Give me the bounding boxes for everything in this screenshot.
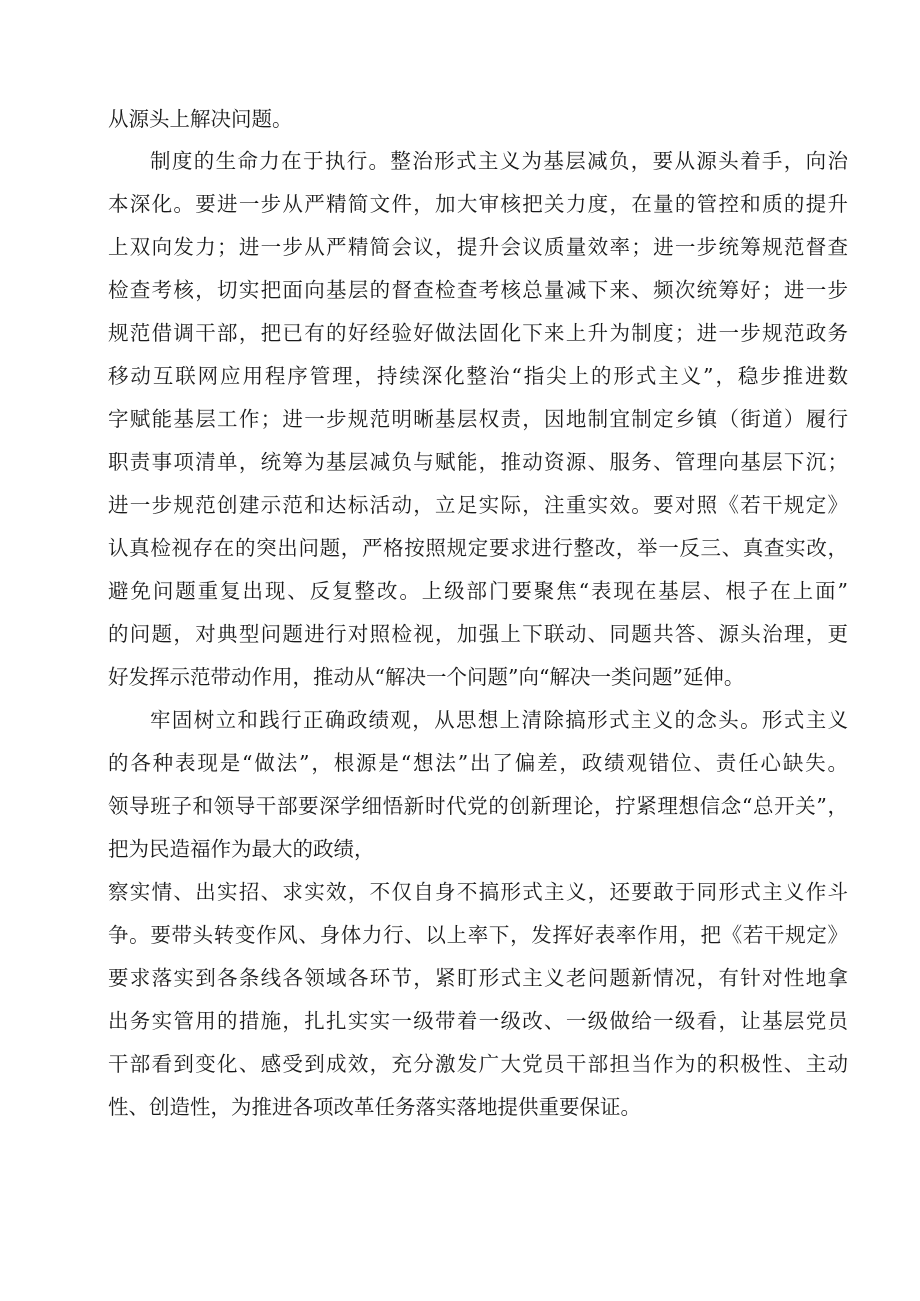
text-line: 字赋能基层工作；进一步规范明晰基层权责，因地制宜制定乡镇（街道）履行 (108, 407, 848, 431)
text-line: 移动互联网应用程序管理，持续深化整治“指尖上的形式主义”，稳步推进数 (108, 364, 848, 388)
text-line: 的问题，对典型问题进行对照检视，加强上下联动、同题共答、源头治理，更 (108, 622, 848, 646)
text-line: 的各种表现是“做法”，根源是“想法”出了偏差，政绩观错位、责任心缺失。 (108, 751, 848, 775)
text-line: 干部看到变化、感受到成效，充分激发广大党员干部担当作为的积极性、主动 (108, 1052, 848, 1076)
text-line: 争。要带头转变作风、身体力行、以上率下，发挥好表率作用，把《若干规定》 (108, 923, 848, 947)
text-line: 出务实管用的措施，扎扎实实一级带着一级改、一级做给一级看，让基层党员 (108, 1009, 848, 1033)
text-line: 本深化。要进一步从严精简文件，加大审核把关力度，在量的管控和质的提升 (108, 192, 848, 216)
text-line: 察实情、出实招、求实效，不仅自身不搞形式主义，还要敢于同形式主义作斗 (108, 880, 848, 904)
text-line: 认真检视存在的突出问题，严格按照规定要求进行整改，举一反三、真查实改， (108, 536, 848, 560)
text-line: 把为民造福作为最大的政绩， (108, 837, 375, 861)
text-line: 规范借调干部，把已有的好经验好做法固化下来上升为制度；进一步规范政务 (108, 321, 848, 345)
text-line: 职责事项清单，统筹为基层减负与赋能，推动资源、服务、管理向基层下沉； (108, 450, 848, 474)
text-line: 避免问题重复出现、反复整改。上级部门要聚焦“表现在基层、根子在上面” (108, 579, 848, 603)
text-line: 性、创造性，为推进各项改革任务落实落地提供重要保证。 (108, 1095, 641, 1119)
text-line: 牢固树立和践行正确政绩观，从思想上清除搞形式主义的念头。形式主义 (150, 708, 848, 732)
text-line: 好发挥示范带动作用，推动从“解决一个问题”向“解决一类问题”延伸。 (108, 665, 745, 689)
text-line: 领导班子和领导干部要深学细悟新时代党的创新理论，拧紧理想信念“总开关”， (108, 794, 848, 818)
text-line: 制度的生命力在于执行。整治形式主义为基层减负，要从源头着手，向治 (150, 149, 848, 173)
text-line: 要求落实到各条线各领域各环节，紧盯形式主义老问题新情况，有针对性地拿 (108, 966, 848, 990)
text-line: 上双向发力；进一步从严精简会议，提升会议质量效率；进一步统筹规范督查 (108, 235, 848, 259)
text-line: 进一步规范创建示范和达标活动，立足实际，注重实效。要对照《若干规定》 (108, 493, 848, 517)
text-line: 从源头上解决问题。 (108, 107, 293, 131)
text-line: 检查考核，切实把面向基层的督查检查考核总量减下来、频次统筹好；进一步 (108, 278, 848, 302)
